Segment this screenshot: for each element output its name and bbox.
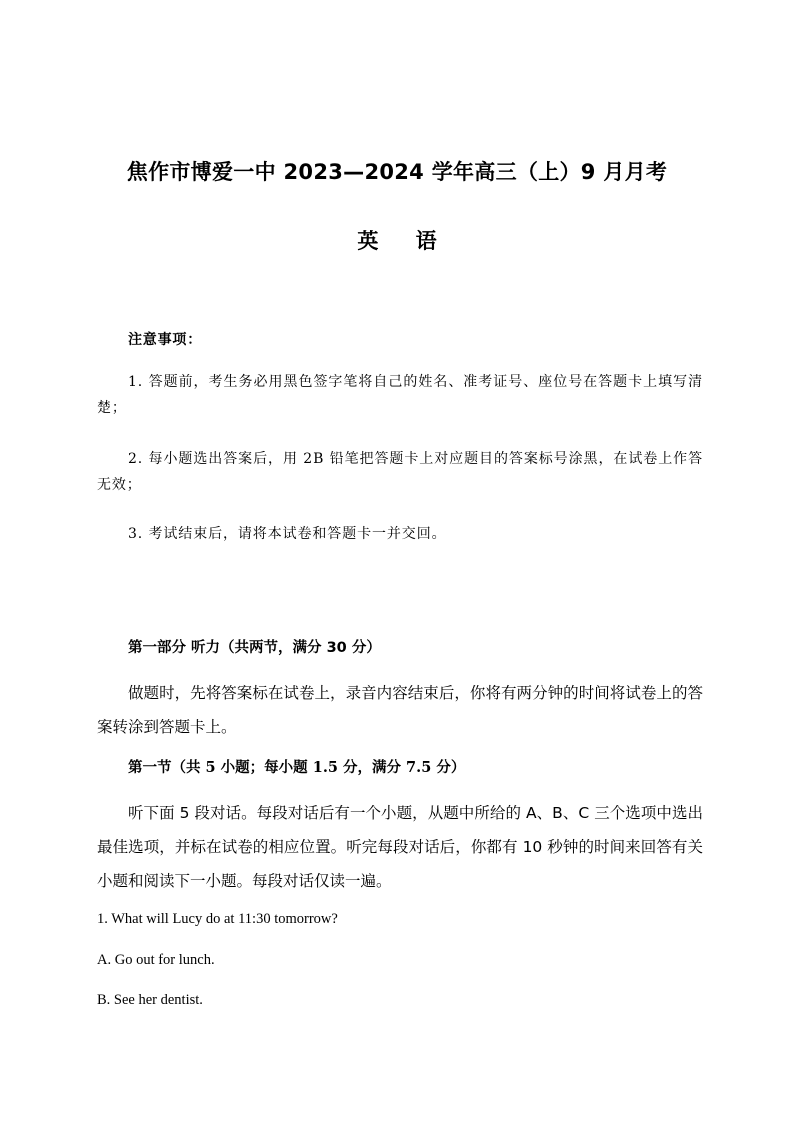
notice-item-2: 2. 每小题选出答案后，用 2B 铅笔把答题卡上对应题目的答案标号涂黑，在试卷上作答无效； — [97, 451, 703, 493]
question-1-option-a: A. Go out for lunch. — [97, 952, 215, 968]
part1-instruction: 做题时，先将答案标在试卷上，录音内容结束后，你将有两分钟的时间将试卷上的答案转涂到答题卡上。 — [97, 684, 703, 736]
notice-item-1: 1. 答题前，考生务必用黑色签字笔将自己的姓名、准考证号、座位号在答题卡上填写清楚； — [97, 374, 703, 416]
section1-heading: 第一节（共 5 小题；每小题 1.5 分，满分 7.5 分） — [128, 759, 466, 776]
section1-instruction: 听下面 5 段对话。每段对话后有一个小题，从题中所给的 A、B、C 三个选项中选出最佳选项，并标在试卷的相应位置。听完每段对话后，你都有 10 秒钟的时间来回答有关小题和阅读下一小题。每段对话仅读一遍。 — [97, 804, 703, 890]
question-1-option-b: B. See her dentist. — [97, 992, 203, 1008]
exam-title: 焦作市博爱一中 2023—2024 学年高三（上）9 月月考 — [126, 160, 668, 184]
notice-heading: 注意事项： — [128, 332, 202, 348]
notice-item-3: 3. 考试结束后，请将本试卷和答题卡一并交回。 — [128, 526, 447, 542]
exam-subject: 英 语 — [357, 229, 437, 253]
part1-heading: 第一部分 听力（共两节，满分 30 分） — [128, 640, 381, 656]
question-1-stem: 1. What will Lucy do at 11:30 tomorrow? — [97, 911, 338, 927]
